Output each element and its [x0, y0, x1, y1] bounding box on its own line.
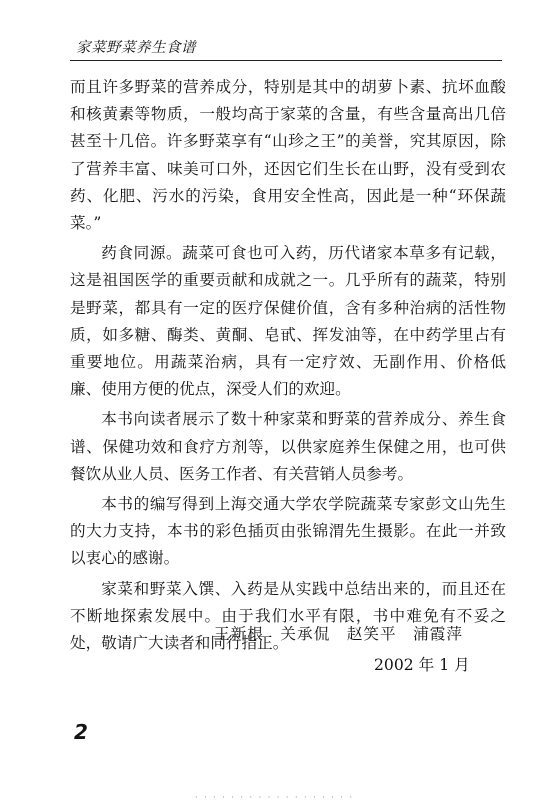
body-text: [70, 74, 506, 660]
paragraph-1: 而且许多野菜的营养成分，特别是其中的胡萝卜素、抗坏血酸和核黄素等物质，一般均高于家菜的含量，有些含量高出几倍甚至十几倍。许多野菜享有“山珍之王”的美誉，究其原因，除了营养丰富、味美可口外，还因它们生长在山野，没有受到农药、化肥、污水的污染，食用安全性高，因此是一种“环保蔬菜。”: [70, 78, 506, 233]
header-rule: [70, 60, 502, 61]
running-header: 家菜野菜养生食谱: [76, 40, 196, 56]
scan-artifact: · · · · · · · · · · · · · · · · · ·: [195, 793, 355, 802]
page-number: 2: [74, 720, 88, 744]
signature-date: 2002 年 1 月: [374, 656, 470, 674]
paragraph-4: 本书的编写得到上海交通大学农学院蔬菜专家彭文山先生的大力支持，本书的彩色插页由张锦渭先生摄影。在此一并致以衷心的感谢。: [70, 495, 506, 568]
author-names: 王新根 关承侃 赵笑平 浦霞萍: [214, 625, 463, 643]
paragraph-2: 药食同源。蔬菜可食也可入药，历代诸家本草多有记载，这是祖国医学的重要贡献和成就之一。几乎所有的蔬菜，特别是野菜，都具有一定的医疗保健价值，含有多种治病的活性物质，如多糖、酶类、黄酮、皂甙、挥发油等，在中药学里占有重要地位。用蔬菜治病，具有一定疗效、无副作用、价格低廉、使用方便的优点，深受人们的欢迎。: [70, 244, 506, 399]
paragraph-3: 本书向读者展示了数十种家菜和野菜的营养成分、养生食谱、保健功效和食疗方剂等，以供家庭养生保健之用，也可供餐饮从业人员、医务工作者、有关营销人员参考。: [70, 410, 506, 483]
paragraph-5: 家菜和野菜入馔、入药是从实践中总结出来的，而且还在不断地探索发展中。由于我们水平有限，书中难免有不妥之处，敬请广大读者和同行指正。: [70, 579, 506, 653]
